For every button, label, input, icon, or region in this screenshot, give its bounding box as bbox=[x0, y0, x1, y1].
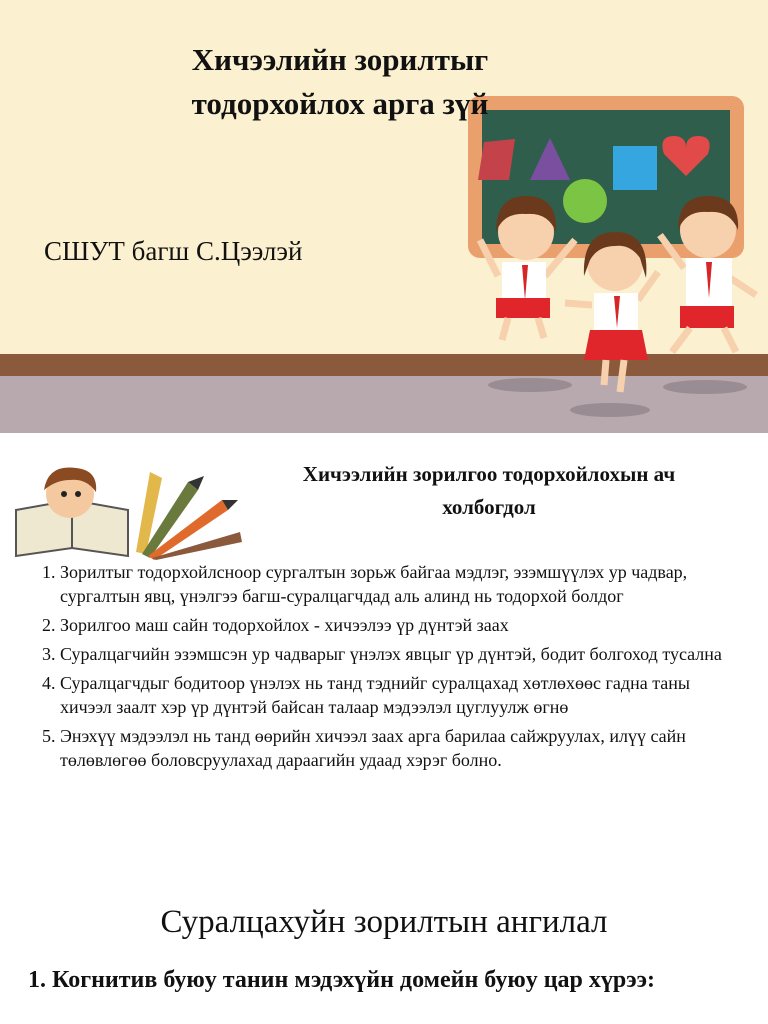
list-item: 2. Зорилгоо маш сайн тодорхойлох - хичээлээ үр дүнтэй заах bbox=[42, 615, 509, 635]
author-name: СШУТ багш С.Цээлэй bbox=[44, 236, 303, 266]
square-icon bbox=[613, 146, 657, 190]
slide2-heading bbox=[248, 458, 730, 524]
list-item: 3. Суралцагчийн эзэмшсэн ур чадварыг үнэлэх явцыг үр дүнтэй, бодит болгоход тусална bbox=[42, 644, 722, 664]
slide3-heading: Суралцахуйн зорилтын ангилал bbox=[160, 904, 608, 940]
title-slide bbox=[0, 0, 768, 433]
importance-list bbox=[42, 560, 742, 777]
parallelogram-icon bbox=[478, 139, 515, 180]
list-item: 5. Энэхүү мэдээлэл нь танд өөрийн хичээл заах арга барилаа сайжруулах, илүү сайн төлөвлөгөө боловсруулахад дараагийн удаад хэрэг болно. bbox=[42, 726, 686, 770]
heading-line-1: Хичээлийн зорилгоо тодорхойлохын ач bbox=[302, 462, 676, 486]
list-item: 1. Когнитив буюу танин мэдэхүйн домейн буюу цар хүрээ: bbox=[28, 967, 655, 993]
circle-icon bbox=[563, 179, 607, 223]
reading-boy-pencils-icon bbox=[12, 460, 252, 560]
slide-title bbox=[150, 38, 530, 126]
classification-slide bbox=[0, 868, 768, 1024]
title-line-2: тодорхойлох арга зүй bbox=[191, 86, 489, 121]
list-item: 4. Суралцагчдыг бодитоор үнэлэх нь танд тэднийг суралцахад хөтлөхөөс гадна таны хичээл заалт хэр үр дүнтэй байсан талаар мэдээлэл цуглуулж өгнө bbox=[42, 673, 690, 717]
list-item: 1. Зорилтыг тодорхойлсноор сургалтын зорьж байгаа мэдлэг, эзэмшүүлэх ур чадвар, сургалтын явц, үнэлгээ багш-суралцагчдад аль алинд нь тодорхой болдог bbox=[42, 562, 688, 606]
importance-slide bbox=[0, 436, 768, 836]
heading-line-2: холбогдол bbox=[442, 495, 536, 519]
title-line-1: Хичээлийн зорилтыг bbox=[191, 42, 489, 77]
